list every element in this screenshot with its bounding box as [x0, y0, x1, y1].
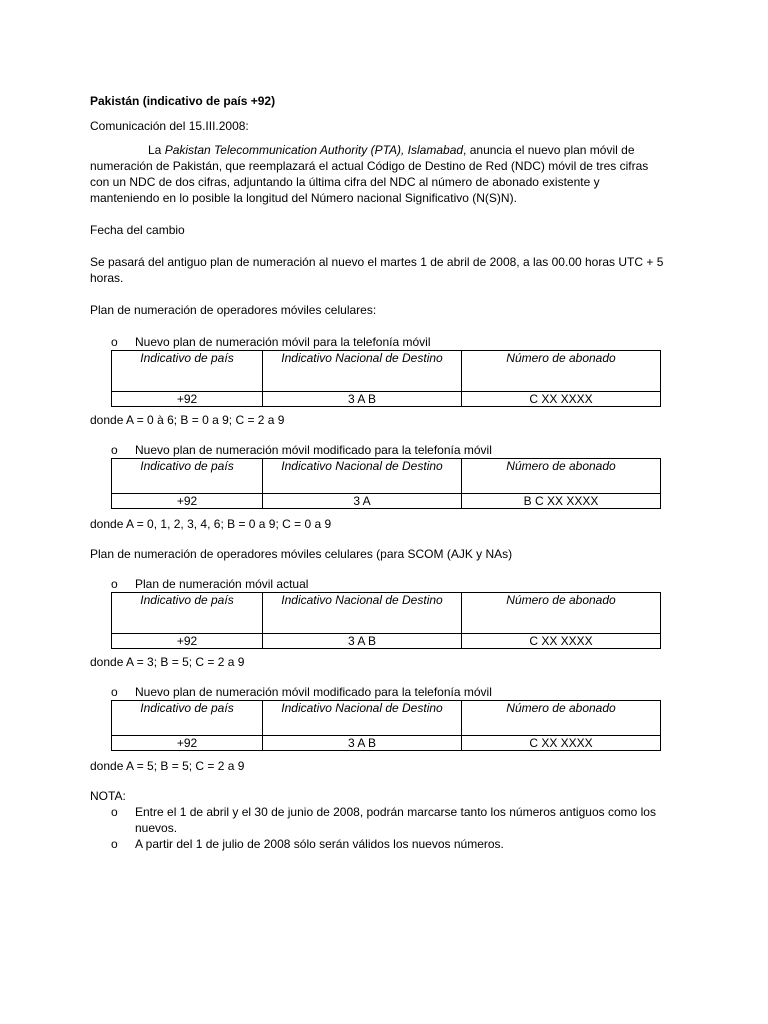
- table1-caption-text: Nuevo plan de numeración móvil para la telefonía móvil: [135, 335, 431, 349]
- numbering-table-2: [111, 458, 661, 509]
- table3-caption: [90, 576, 670, 592]
- bullet-mark: o: [111, 443, 118, 457]
- cell-subscriber: B C XX XXXX: [462, 494, 661, 509]
- header-ndc: Indicativo Nacional de Destino: [263, 351, 462, 392]
- header-subscriber: Número de abonado: [462, 593, 661, 634]
- table2-caption: [90, 442, 670, 458]
- cell-country: +92: [112, 634, 263, 649]
- header-subscriber: Número de abonado: [462, 459, 661, 494]
- cell-ndc: 3 A B: [263, 634, 462, 649]
- cell-country: +92: [112, 736, 263, 751]
- header-ndc: Indicativo Nacional de Destino: [263, 701, 462, 736]
- intro-rest: , anuncia el nuevo plan móvil de numeración de Pakistán, que reemplazará el actual Código de Destino de Red (NDC) móvil de tres cifras con un NDC de dos cifras, adjuntando la última cifra del NDC al número de abonado existente y manteniendo en lo posible la longitud del Número nacional Significativo (N(S)N).: [90, 143, 649, 205]
- header-subscriber: Número de abonado: [462, 351, 661, 392]
- nota-item-text: Entre el 1 de abril y el 30 de junio de 2008, podrán marcarse tanto los números antiguos como los nuevos.: [135, 805, 656, 835]
- bullet-mark: o: [111, 685, 118, 699]
- cell-subscriber: C XX XXXX: [462, 392, 661, 407]
- bullet-mark: o: [111, 335, 118, 349]
- cell-subscriber: C XX XXXX: [462, 736, 661, 751]
- header-country: Indicativo de país: [112, 459, 263, 494]
- cell-country: +92: [112, 494, 263, 509]
- numbering-table-1: [111, 350, 661, 407]
- communication-date: Comunicación del 15.III.2008:: [90, 119, 249, 133]
- table4-note: donde A = 5; B = 5; C = 2 a 9: [90, 759, 245, 773]
- cell-ndc: 3 A B: [263, 392, 462, 407]
- document-page: [90, 93, 670, 852]
- cell-country: +92: [112, 392, 263, 407]
- header-ndc: Indicativo Nacional de Destino: [263, 593, 462, 634]
- table2-caption-text: Nuevo plan de numeración móvil modificado para la telefonía móvil: [135, 443, 492, 457]
- cell-subscriber: C XX XXXX: [462, 634, 661, 649]
- header-country: Indicativo de país: [112, 701, 263, 736]
- intro-paragraph: [90, 142, 670, 206]
- change-date-heading: Fecha del cambio: [90, 223, 185, 237]
- nota-item-text: A partir del 1 de julio de 2008 sólo serán válidos los nuevos números.: [135, 837, 504, 851]
- nota-item: [90, 836, 670, 852]
- nota-list: [90, 804, 670, 852]
- table1-caption: [90, 334, 670, 350]
- intro-la: La: [148, 143, 165, 157]
- table3-note: donde A = 3; B = 5; C = 2 a 9: [90, 655, 245, 669]
- change-date-text: Se pasará del antiguo plan de numeración al nuevo el martes 1 de abril de 2008, a las 00.00 horas UTC + 5 horas.: [90, 255, 664, 285]
- table3-caption-text: Plan de numeración móvil actual: [135, 577, 309, 591]
- table1-note: donde A = 0 à 6; B = 0 a 9; C = 2 a 9: [90, 413, 285, 427]
- intro-pta: Pakistan Telecommunication Authority (PTA), Islamabad: [164, 143, 464, 157]
- section2-heading: Plan de numeración de operadores móviles celulares (para SCOM (AJK y NAs): [90, 547, 513, 561]
- header-subscriber: Número de abonado: [462, 701, 661, 736]
- nota-heading: NOTA:: [90, 789, 126, 803]
- header-country: Indicativo de país: [112, 351, 263, 392]
- bullet-mark: o: [111, 577, 118, 591]
- header-country: Indicativo de país: [112, 593, 263, 634]
- bullet-mark: o: [111, 805, 118, 819]
- table4-caption: [90, 684, 670, 700]
- section1-heading: Plan de numeración de operadores móviles celulares:: [90, 303, 377, 317]
- numbering-table-4: [111, 700, 661, 751]
- header-ndc: Indicativo Nacional de Destino: [263, 459, 462, 494]
- cell-ndc: 3 A: [263, 494, 462, 509]
- table2-note: donde A = 0, 1, 2, 3, 4, 6; B = 0 a 9; C = 0 a 9: [90, 517, 332, 531]
- numbering-table-3: [111, 592, 661, 649]
- table4-caption-text: Nuevo plan de numeración móvil modificado para la telefonía móvil: [135, 685, 492, 699]
- nota-item: [90, 804, 670, 836]
- bullet-mark: o: [111, 837, 118, 851]
- cell-ndc: 3 A B: [263, 736, 462, 751]
- document-title: Pakistán (indicativo de país +92): [90, 94, 276, 108]
